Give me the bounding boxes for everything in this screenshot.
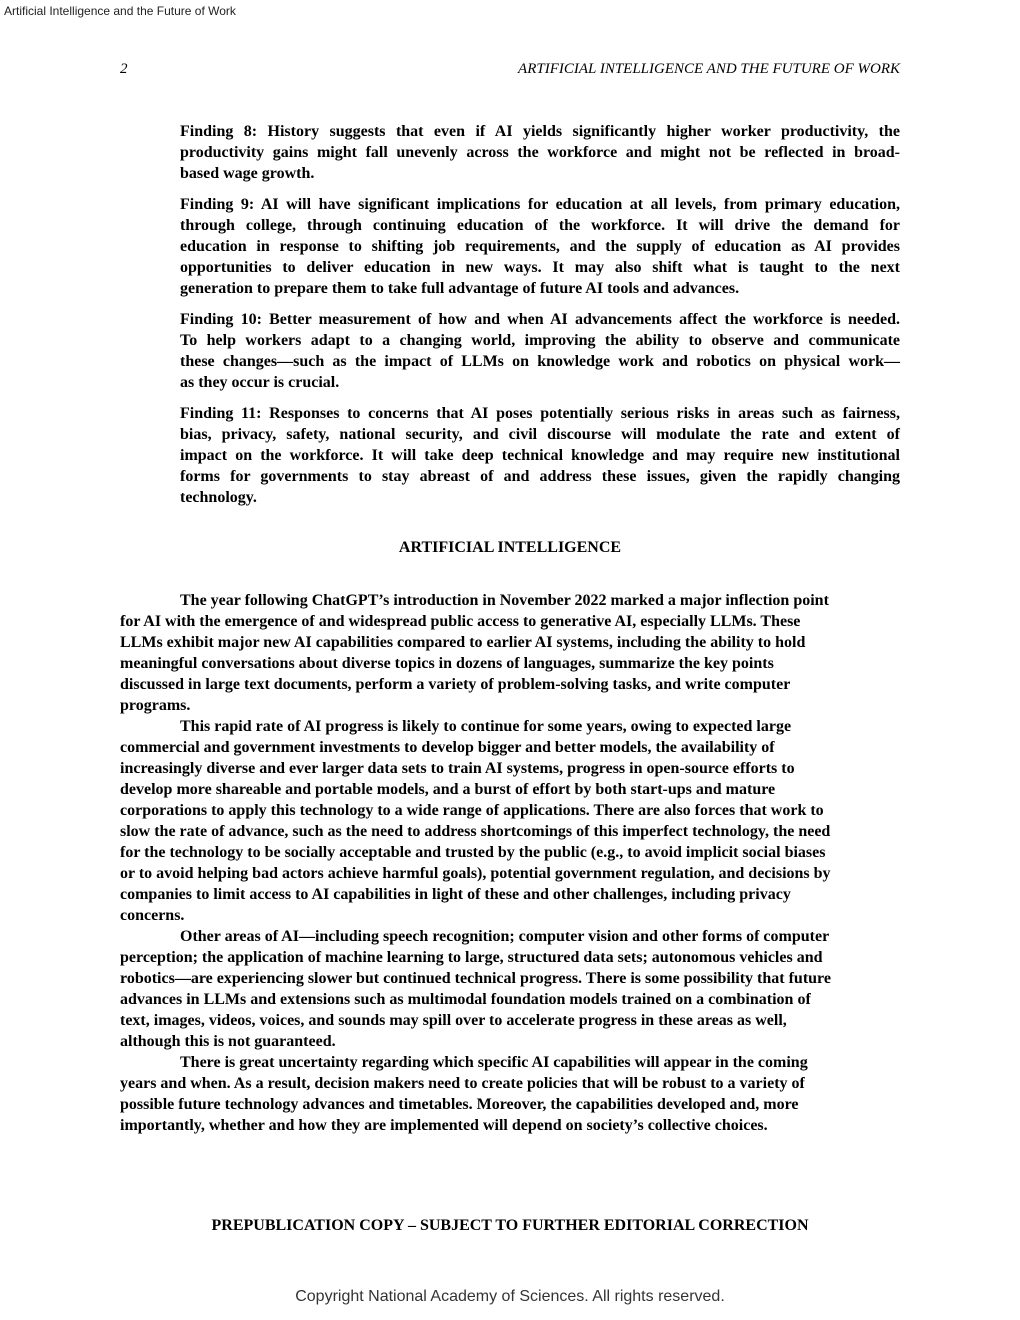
text-line: slow the rate of advance, such as the need to address shortcomings of this imperfect technology, the need	[120, 823, 831, 840]
text-line: meaningful conversations about diverse topics in dozens of languages, summarize the key points	[120, 655, 774, 672]
text-line: importantly, whether and how they are implemented will depend on society’s collective choices.	[120, 1117, 768, 1134]
text-line: forms for governments to stay abreast of and address these issues, given the rapidly changing	[180, 468, 900, 485]
text-line: text, images, videos, voices, and sounds may spill over to accelerate progress in these areas as well,	[120, 1012, 787, 1029]
text-line: increasingly diverse and ever larger data sets to train AI systems, progress in open-source efforts to	[120, 760, 795, 777]
text-line: technology.	[180, 489, 257, 506]
text-line: corporations to apply this technology to a wide range of applications. There are also forces that work to	[120, 802, 824, 819]
text-line: bias, privacy, safety, national security, and civil discourse will modulate the rate and extent of	[180, 426, 900, 443]
text-line: productivity gains might fall unevenly across the workforce and might not be reflected in broad-	[180, 144, 900, 161]
bodypara-paragraph	[120, 590, 900, 716]
bodypara-paragraph	[120, 716, 900, 926]
text-line: There is great uncertainty regarding which specific AI capabilities will appear in the coming	[180, 1054, 808, 1071]
text-line: concerns.	[120, 907, 185, 924]
finding-paragraph	[180, 309, 900, 393]
text-line: This rapid rate of AI progress is likely to continue for some years, owing to expected large	[180, 718, 792, 735]
prepublication-notice: PREPUBLICATION COPY – SUBJECT TO FURTHER EDITORIAL CORRECTION	[211, 1217, 809, 1234]
text-line: for AI with the emergence of and widespread public access to generative AI, especially LLMs. These	[120, 613, 801, 630]
text-line: Finding 9: AI will have significant implications for education at all levels, from primary education,	[180, 196, 900, 213]
bodypara-paragraph	[120, 1052, 900, 1136]
text-line: perception; the application of machine learning to large, structured data sets; autonomous vehicles and	[120, 949, 823, 966]
copyright-notice: Copyright National Academy of Sciences. All rights reserved.	[295, 1288, 725, 1305]
text-line: opportunities to deliver education in new ways. It may also shift what is taught to the next	[180, 259, 900, 276]
body-text	[120, 590, 900, 1136]
finding-paragraph	[180, 194, 900, 299]
text-line: Finding 10: Better measurement of how and when AI advancements affect the workforce is needed.	[180, 311, 900, 328]
text-line: as they occur is crucial.	[180, 374, 340, 391]
document-title: Artificial Intelligence and the Future of Work	[4, 4, 236, 18]
text-line: The year following ChatGPT’s introduction in November 2022 marked a major inflection point	[180, 592, 829, 609]
text-line: LLMs exhibit major new AI capabilities compared to earlier AI systems, including the ability to hold	[120, 634, 806, 651]
text-line: companies to limit access to AI capabilities in light of these and other challenges, including privacy	[120, 886, 791, 903]
finding-paragraph	[180, 403, 900, 508]
text-line: education in response to shifting job requirements, and the supply of education as AI provides	[180, 238, 900, 255]
findings-list	[180, 121, 900, 518]
text-line: these changes—such as the impact of LLMs on knowledge work and robotics on physical work—	[180, 353, 900, 370]
text-line: years and when. As a result, decision makers need to create policies that will be robust to a variety of	[120, 1075, 805, 1092]
text-line: Finding 8: History suggests that even if AI yields significantly higher worker productivity, the	[180, 123, 900, 140]
section-heading: ARTIFICIAL INTELLIGENCE	[398, 539, 622, 556]
text-line: Finding 11: Responses to concerns that AI poses potentially serious risks in areas such as fairness,	[180, 405, 900, 422]
text-line: through college, through continuing education of the workforce. It will drive the demand for	[180, 217, 900, 234]
text-line: impact on the workforce. It will take deep technical knowledge and may require new institutional	[180, 447, 900, 464]
text-line: for the technology to be socially acceptable and trusted by the public (e.g., to avoid implicit social biases	[120, 844, 826, 861]
text-line: or to avoid helping bad actors achieve harmful goals), potential government regulation, and decisions by	[120, 865, 831, 882]
text-line: develop more shareable and portable models, and a burst of effort by both start-ups and mature	[120, 781, 776, 798]
text-line: although this is not guaranteed.	[120, 1033, 336, 1050]
text-line: based wage growth.	[180, 165, 315, 182]
page-number: 2	[120, 61, 128, 77]
text-line: programs.	[120, 697, 191, 714]
finding-paragraph	[180, 121, 900, 184]
text-line: discussed in large text documents, perform a variety of problem-solving tasks, and write computer	[120, 676, 791, 693]
text-line: possible future technology advances and timetables. Moreover, the capabilities developed and, more	[120, 1096, 799, 1113]
text-line: advances in LLMs and extensions such as multimodal foundation models trained on a combination of	[120, 991, 811, 1008]
text-line: Other areas of AI—including speech recognition; computer vision and other forms of computer	[180, 928, 830, 945]
bodypara-paragraph	[120, 926, 900, 1052]
text-line: generation to prepare them to take full advantage of future AI tools and advances.	[180, 280, 740, 297]
text-line: commercial and government investments to develop bigger and better models, the availability of	[120, 739, 775, 756]
text-line: robotics—are experiencing slower but continued technical progress. There is some possibility that future	[120, 970, 831, 987]
text-line: To help workers adapt to a changing world, improving the ability to observe and communicate	[180, 332, 900, 349]
running-title: ARTIFICIAL INTELLIGENCE AND THE FUTURE OF WORK	[518, 61, 900, 77]
